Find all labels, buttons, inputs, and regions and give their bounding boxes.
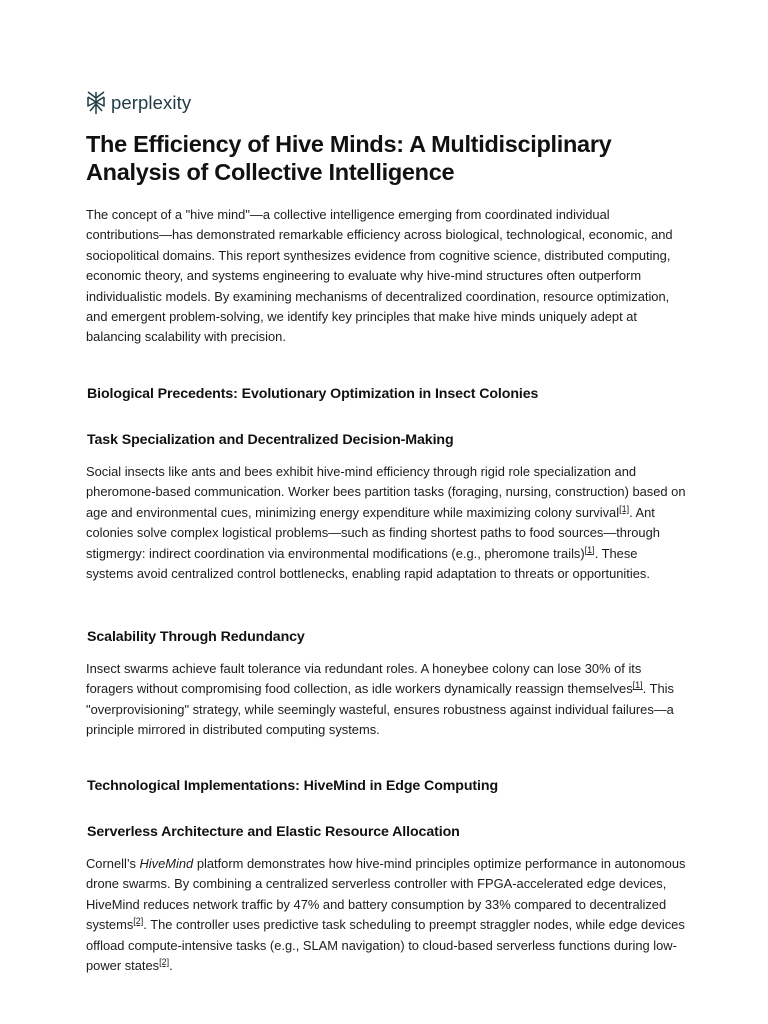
paragraph-text: platform demonstrates how hive-mind principles optimize performance in autonomous drone swarms. By combining a centralized serverless controller with FPGA-accelerated edge devices, HiveMind reduces network traffic by 47% and battery consumption by 33% compared to decentralized systems <box>86 856 686 933</box>
perplexity-logo-icon <box>86 91 106 115</box>
section-heading-technological: Technological Implementations: HiveMind in Edge Computing <box>87 778 499 794</box>
intro-paragraph: The concept of a "hive mind"—a collective intelligence emerging from coordinated individual contributions—has demonstrated remarkable efficiency across biological, technological, economic, and sociopolitical domains. This report synthesizes evidence from cognitive science, distributed computing, economic theory, and systems engineering to evaluate why hive-mind structures often outperform individualistic models. By examining mechanisms of decentralized coordination, resource optimization, and emergent problem-solving, we identify key principles that make hive minds uniquely adept at balancing scalability with precision. <box>86 207 673 345</box>
scalability-paragraph <box>86 659 686 741</box>
serverless-paragraph <box>86 854 686 976</box>
citation-link[interactable]: [2] <box>159 957 170 968</box>
paragraph-text: Social insects like ants and bees exhibit hive-mind efficiency through rigid role specialization and pheromone-based communication. Worker bees partition tasks (foraging, nursing, construction) based on age and environmental cues, minimizing energy expenditure while maximizing colony survival <box>86 464 686 520</box>
page-title: The Efficiency of Hive Minds: A Multidisciplinary Analysis of Collective Intelligence <box>86 131 612 185</box>
subsection-heading-scalability: Scalability Through Redundancy <box>87 629 305 645</box>
citation-link[interactable]: [1] <box>619 503 630 514</box>
citation-link[interactable]: [2] <box>133 916 144 927</box>
paragraph-text: . <box>169 958 173 974</box>
brand-logo[interactable] <box>86 90 191 116</box>
paragraph-text: Insect swarms achieve fault tolerance via redundant roles. A honeybee colony can lose 30% of its foragers without compromising food collection, as idle workers dynamically reassign themselves <box>86 661 642 697</box>
task-specialization-paragraph <box>86 462 686 584</box>
subsection-heading-task-specialization: Task Specialization and Decentralized Decision-Making <box>87 432 454 448</box>
section-heading-biological: Biological Precedents: Evolutionary Optimization in Insect Colonies <box>87 386 539 402</box>
platform-name: HiveMind <box>139 856 194 871</box>
paragraph-text: Cornell’s <box>86 856 140 871</box>
paragraph-text: . This "overprovisioning" strategy, while seemingly wasteful, ensures robustness against individual failures—a principle mirrored in distributed computing systems. <box>86 681 674 738</box>
citation-link[interactable]: [1] <box>632 680 643 691</box>
brand-name: perplexity <box>111 92 192 113</box>
paragraph-text: . The controller uses predictive task scheduling to preempt straggler nodes, while edge devices offload compute-intensive tasks (e.g., SLAM navigation) to cloud-based serverless functions during low-power states <box>86 917 685 974</box>
paragraph-text: . Ant colonies solve complex logistical problems—such as finding shortest paths to food sources—through stigmergy: indirect coordination via environmental modifications (e.g., pheromone trails) <box>86 504 660 561</box>
subsection-heading-serverless: Serverless Architecture and Elastic Resource Allocation <box>87 824 460 840</box>
citation-link[interactable]: [1] <box>584 544 595 555</box>
paragraph-text: . These systems avoid centralized control bottlenecks, enabling rapid adaptation to threats or opportunities. <box>86 545 650 582</box>
